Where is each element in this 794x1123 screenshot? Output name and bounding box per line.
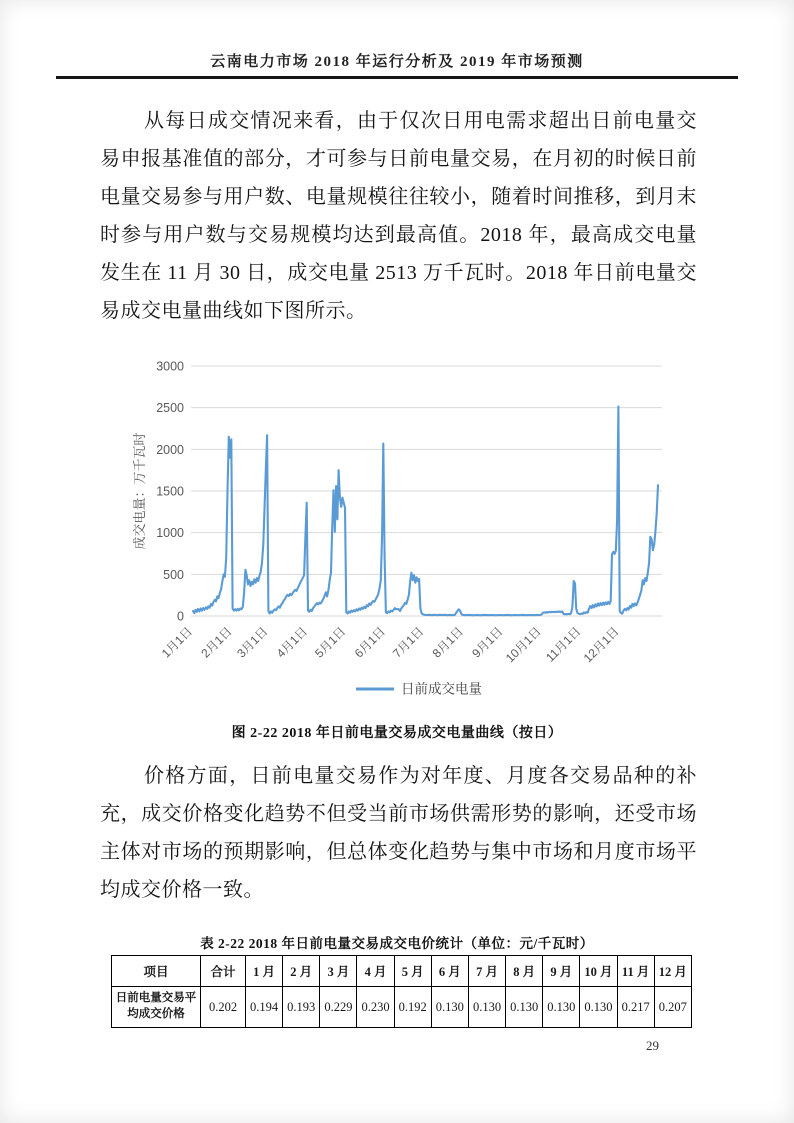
table-caption: 表 2-22 2018 年日前电量交易成交电价统计（单位：元/千瓦时） bbox=[200, 936, 594, 951]
x-tick-label: 2月1日 bbox=[198, 624, 235, 661]
table-cell-value: 0.194 bbox=[246, 987, 283, 1028]
figure-caption: 图 2-22 2018 年日前电量交易成交电量曲线（按日） bbox=[231, 726, 563, 741]
table-column-header: 4 月 bbox=[357, 956, 394, 987]
table-cell-value: 0.193 bbox=[283, 987, 320, 1028]
series-line bbox=[193, 407, 658, 616]
table-cell-value: 0.217 bbox=[617, 987, 654, 1028]
table-body bbox=[112, 987, 692, 1028]
table-cell-value: 0.130 bbox=[431, 987, 468, 1028]
y-tick-label: 1000 bbox=[156, 526, 184, 541]
x-tick-label: 6月1日 bbox=[351, 624, 389, 661]
table-column-header: 合计 bbox=[201, 956, 246, 987]
table-column-header: 10 月 bbox=[580, 956, 617, 987]
table-row bbox=[112, 987, 692, 1028]
chart-svg bbox=[128, 358, 688, 708]
price-statistics-table bbox=[111, 955, 692, 1028]
table-column-header: 3 月 bbox=[320, 956, 357, 987]
volume-line-chart bbox=[128, 358, 688, 708]
x-tick-label: 1月1日 bbox=[158, 624, 196, 661]
table-column-header: 11 月 bbox=[617, 956, 654, 987]
y-axis-title: 成交电量：万千瓦时 bbox=[132, 432, 147, 550]
table-column-header: 2 月 bbox=[283, 956, 320, 987]
table-column-header: 6 月 bbox=[431, 956, 468, 987]
y-tick-label: 1500 bbox=[156, 484, 184, 499]
x-tick-label: 11月1日 bbox=[543, 624, 584, 665]
table-cell-value: 0.130 bbox=[468, 987, 505, 1028]
paragraph-daily-trading: 从每日成交情况来看，由于仅次日用电需求超出日前电量交易申报基准值的部分，才可参与日前电量交易，在月初的时候日前电量交易参与用户数、电量规模往往较小，随着时间推移，到月末时参与用户数与交易规模均达到最高值。2018 年，最高成交电量发生在 11 月 30 日，成交电量 2513 万千瓦时。2018 年日前电量交易成交电量曲线如下图所示。 bbox=[100, 110, 697, 322]
x-tick-label: 8月1日 bbox=[429, 624, 466, 661]
table-column-header: 5 月 bbox=[394, 956, 431, 987]
paragraph-price-analysis: 价格方面，日前电量交易作为对年度、月度各交易品种的补充，成交价格变化趋势不但受当前市场供需形势的影响，还受市场主体对市场的预期影响，但总体变化趋势与集中市场和月度市场平均成交价格一致。 bbox=[100, 765, 697, 901]
x-tick-label: 9月1日 bbox=[469, 624, 506, 661]
y-tick-label: 2500 bbox=[156, 401, 184, 416]
x-tick-label: 7月1日 bbox=[390, 624, 427, 661]
table-cell-value: 0.230 bbox=[357, 987, 394, 1028]
table-header bbox=[112, 956, 692, 987]
x-tick-label: 4月1日 bbox=[273, 624, 311, 661]
table-row-label: 日前电量交易平均成交价格 bbox=[112, 987, 201, 1028]
table-cell-value: 0.202 bbox=[201, 987, 246, 1028]
table-cell-value: 0.192 bbox=[394, 987, 431, 1028]
header-rule bbox=[56, 76, 738, 79]
table-cell-value: 0.130 bbox=[580, 987, 617, 1028]
table-cell-value: 0.229 bbox=[320, 987, 357, 1028]
table-column-header: 9 月 bbox=[543, 956, 580, 987]
x-tick-label: 5月1日 bbox=[312, 624, 349, 661]
page-number: 29 bbox=[646, 1038, 659, 1053]
table-column-header: 8 月 bbox=[506, 956, 543, 987]
table-column-header: 7 月 bbox=[468, 956, 505, 987]
table-cell-value: 0.207 bbox=[654, 987, 691, 1028]
table-cell-value: 0.130 bbox=[506, 987, 543, 1028]
table-cell-value: 0.130 bbox=[543, 987, 580, 1028]
x-tick-label: 10月1日 bbox=[502, 624, 544, 666]
table-column-header: 12 月 bbox=[654, 956, 691, 987]
x-tick-label: 3月1日 bbox=[234, 624, 271, 661]
y-tick-label: 2000 bbox=[156, 442, 184, 457]
y-tick-label: 500 bbox=[163, 567, 184, 582]
x-tick-label: 12月1日 bbox=[580, 624, 622, 666]
y-tick-label: 3000 bbox=[156, 359, 184, 374]
page-header-title: 云南电力市场 2018 年运行分析及 2019 年市场预测 bbox=[210, 54, 584, 70]
table-column-header: 1 月 bbox=[246, 956, 283, 987]
table-column-header: 项目 bbox=[112, 956, 201, 987]
y-tick-label: 0 bbox=[177, 609, 184, 624]
legend-label: 日前成交电量 bbox=[401, 681, 482, 697]
